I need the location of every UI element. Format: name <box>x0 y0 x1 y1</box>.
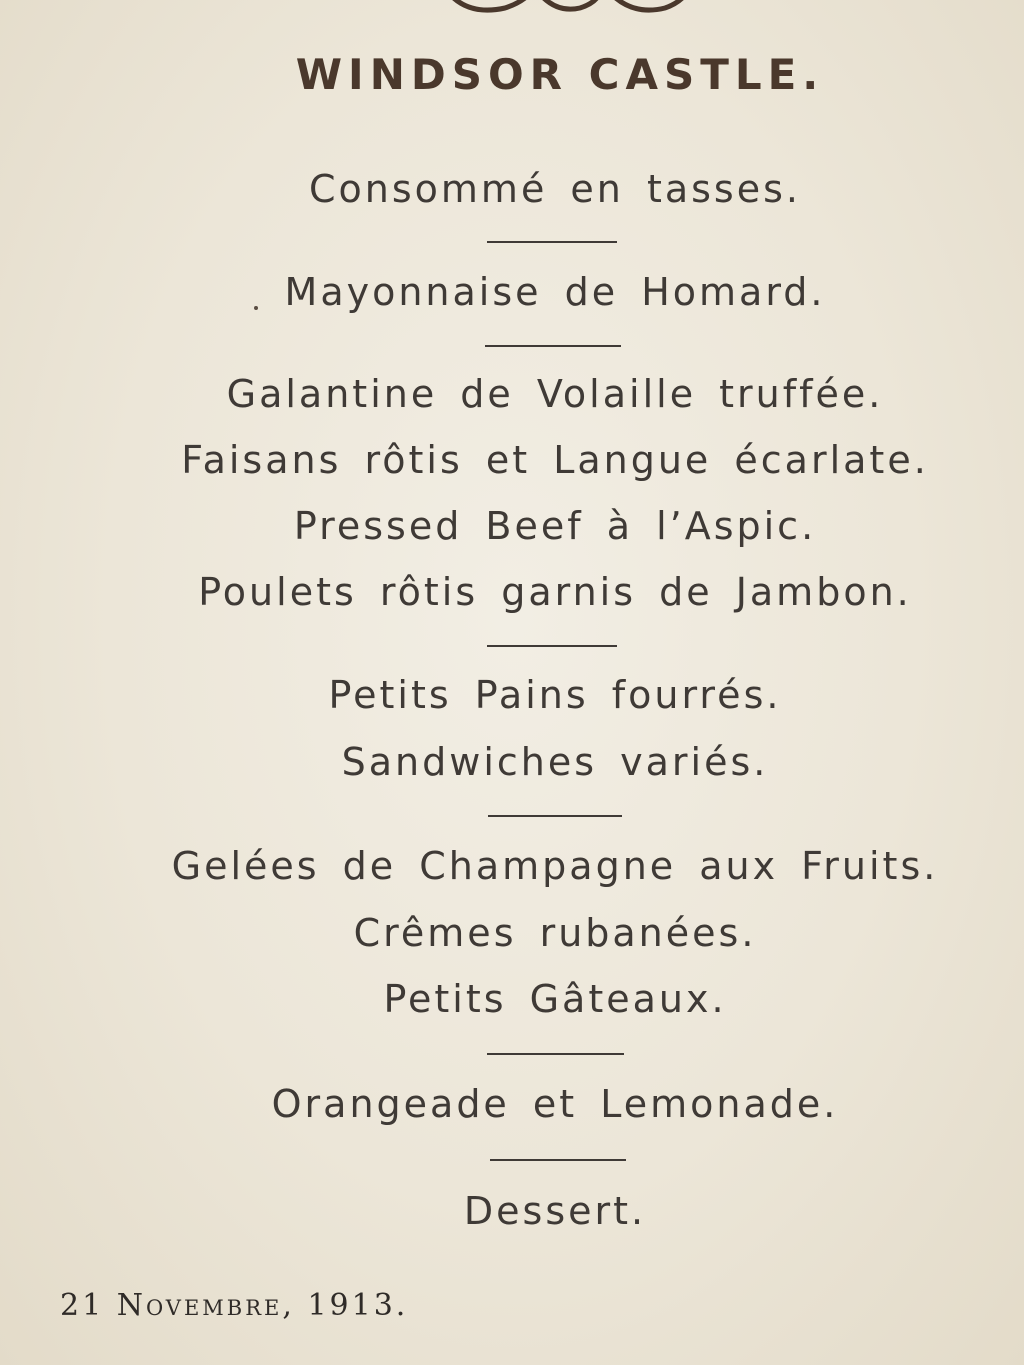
menu-item-galantine: Galantine de Volaille truffée. <box>226 372 884 416</box>
menu-item-sandwiches: Sandwiches variés. <box>341 740 769 784</box>
menu-item-consomme: Consommé en tasses. <box>309 167 801 211</box>
course-divider <box>487 645 617 647</box>
menu-item-pressed-beef: Pressed Beef à l’Aspic. <box>293 504 817 548</box>
menu-item-petits-pains: Petits Pains fourrés. <box>328 673 782 717</box>
course-divider <box>485 345 621 347</box>
menu-item-cremes: Crêmes rubanées. <box>353 911 757 955</box>
menu-item-dessert: Dessert. <box>463 1189 647 1233</box>
menu-item-gelees: Gelées de Champagne aux Fruits. <box>171 844 939 888</box>
course-divider <box>487 1053 624 1055</box>
course-divider <box>487 241 617 243</box>
course-divider <box>488 815 622 817</box>
menu-title: WINDSOR CASTLE. <box>295 50 825 99</box>
royal-cipher-icon <box>430 0 700 20</box>
menu-item-poulets: Poulets rôtis garnis de Jambon. <box>198 570 912 614</box>
menu-item-petits-gateaux: Petits Gâteaux. <box>383 977 727 1021</box>
menu-date: 21 Novembre, 1913. <box>60 1288 409 1323</box>
menu-item-faisans: Faisans rôtis et Langue écarlate. <box>181 438 929 482</box>
menu-item-orangeade: Orangeade et Lemonade. <box>271 1082 839 1126</box>
course-divider <box>490 1159 626 1161</box>
menu-item-mayonnaise: Mayonnaise de Homard. <box>284 270 826 314</box>
